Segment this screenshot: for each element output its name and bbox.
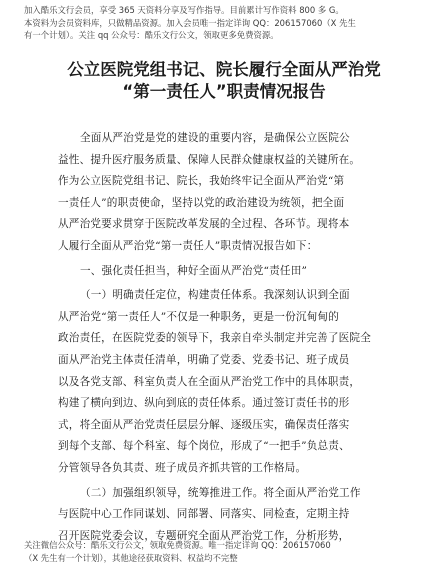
header-notice-line: 有一个计划）。关注 qq 公众号：酷乐文行公文，领取更多免费资源。 [24,30,279,40]
text-line: 分管领导各负其责、班子成员齐抓共管的工作格局。 [58,461,307,474]
paragraph-1 [58,285,398,479]
text-line: 一责任人”的职责使命，坚持以党的政治建设为统领，把全面 [58,196,345,209]
text-line: 人履行全面从严治党“第一责任人”职责情况报告如下： [58,239,318,252]
text-line: 全面从严治党是党的建设的重要内容，是确保公立医院公 [80,132,350,144]
text-line: 益性、提升医疗服务质量、保障人民群众健康权益的关键所在。 [58,153,361,166]
text-line: 式，将全面从严治党责任层层分解、逐级压实，确保责任落实 [58,418,350,431]
footer-notice [24,539,426,564]
text-line: 与医院中心工作同谋划、同部署、同落实、同检查，定期主持 [58,508,350,521]
footer-notice-line: （X 先生有一个计划），其他途径获取资料、权益均不完整 [24,552,238,563]
title-line: “第一责任人”职责情况报告 [122,82,326,101]
section-heading-1 [58,261,398,283]
text-line: 面从严治党主体责任清单，明确了党委、党委书记、班子成员 [58,353,350,366]
text-line: （一）明确责任定位，构建责任体系。我深刻认识到全面 [80,289,350,302]
document-title [0,59,448,103]
text-line: 政治责任，在医院党委的领导下，我亲自牵头制定并完善了医院全 [58,332,372,345]
footer-notice-line: 关注微信公众号：酷乐文行公文，领取免费资源。唯一指定详询 QQ：206157060 [24,540,331,550]
text-line: （二）加强组织领导，统筹推进工作。将全面从严治党工作 [80,486,361,499]
section-heading: 一、强化责任担当，种好全面从严治党“责任田” [80,264,308,277]
text-line: 到每个支部、每个科室、每个岗位，形成了“一把手”负总责、 [58,440,350,453]
header-notice-line: 加入酷乐文行会员，享受 365 天资料分享及写作指导。目前累计写作资料 800 多 G。 [24,5,344,15]
header-notice [24,4,426,42]
text-line: 从严治党“第一责任人”不仅是一种职务，更是一份沉甸甸的 [58,310,340,323]
document-body [58,128,398,547]
text-line: 构建了横向到边、纵向到底的责任体系。通过签订责任书的形 [58,397,350,410]
text-line: 召开医院党委会议，专题研究全面从严治党工作，分析形势， [58,529,350,542]
header-notice-line: 本资料为会员资料库，只做精品资源。加入会员唯一指定详询 QQ：206157060（X 先生 [24,17,356,28]
text-line: 以及各党支部、科室负责人在全面从严治党工作中的具体职责， [58,375,361,388]
paragraph-intro [58,128,398,258]
title-line: 公立医院党组书记、院长履行全面从严治党 [67,60,381,79]
text-line: 作为公立医院党组书记、院长，我始终牢记全面从严治党“第 [58,175,345,188]
text-line: 从严治党要求贯穿于医院改革发展的全过程、各环节。现将本 [58,218,350,231]
paragraph-2 [58,483,398,548]
